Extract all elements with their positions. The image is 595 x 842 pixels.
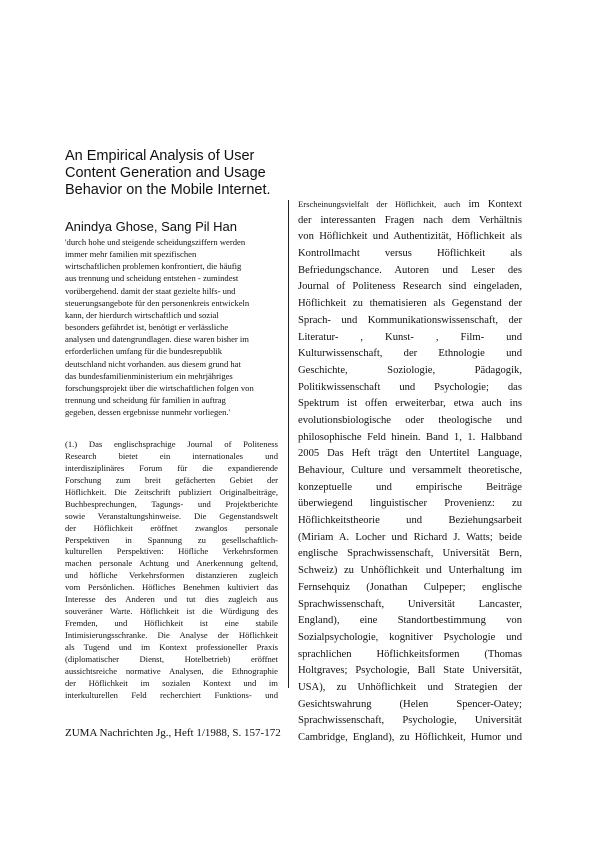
quote-line: aus trennung und scheidung entstehen - zumindest	[65, 273, 239, 284]
body-line: Sprach- und Kommunikationswissenschaft, der	[298, 314, 522, 326]
body-line: Cambridge, England), zu Höflichkeit, Humor und	[298, 732, 522, 743]
body-line: USA), zu Unhöflichkeit und Strategien der	[298, 681, 522, 693]
body-line: Journal of Politeness Research sind eingeladen,	[298, 281, 522, 293]
quote-line: besonders gefährdet ist, benötigt er verlässliche	[65, 322, 229, 333]
citation-footer: ZUMA Nachrichten Jg., Heft 1/1988, S. 157-172	[65, 727, 281, 739]
body-line: Sprachwissenschaft, Universität Lancaster,	[298, 598, 522, 610]
right-column	[298, 196, 522, 747]
body-line: als Tugend und im Kontext professioneller Praxis	[65, 641, 278, 652]
body-line: englische Sprachwissenschaft, Universität Bern,	[298, 548, 522, 560]
body-line: souveräner Warte. Höflichkeit ist die Würdigung des	[65, 606, 278, 617]
quote-line: immer mehr familien mit spezifischen	[65, 249, 197, 260]
body-line: sprachlichen Höflichkeitsformen (Thomas	[298, 648, 522, 660]
body-line: Spektrum ist offen erweiterbar, etwa auch ins	[298, 398, 522, 410]
body-line: Perspektiven in Spannung zu gesellschaftlich-	[65, 534, 278, 545]
body-line: 2005 Das Heft trägt den Untertitel Language,	[298, 448, 522, 460]
body-line: Sprachwissenschaft, Psychologie, Universität	[298, 715, 522, 727]
body-line: machen personale Achtung und Anerkennung geltend,	[65, 558, 278, 569]
paper-title	[65, 148, 285, 199]
body-line: Research bietet ein internationales und	[65, 450, 278, 461]
quote-line: erforderlichen umfang für die bundesrepublik	[65, 346, 223, 357]
body-line: Buchbesprechungen, Tagungs- und Projektberichte	[65, 498, 278, 509]
quote-line: kann, der hierdurch wirtschaftlich und sozial	[65, 309, 219, 320]
title-line: An Empirical Analysis of User	[65, 148, 255, 164]
paper-authors: Anindya Ghose, Sang Pil Han	[65, 219, 237, 234]
body-line: England), eine Standortbestimmung von	[298, 615, 522, 627]
column-divider	[288, 200, 289, 688]
body-line: von Höflichkeit und Authentizität, Höflichkeit als	[298, 231, 522, 243]
quote-line: vorübergehend. damit der staat gezielte hilfs- und	[65, 285, 236, 296]
body-line: (diplomatischer Dienst, Hotelbetrieb) eröffnet	[65, 653, 278, 664]
quote-line: analysen und datengrundlagen. diese waren bisher im	[65, 334, 249, 345]
body-line-first	[298, 196, 522, 213]
first-line-large-part: im Kontext	[460, 199, 522, 210]
body-line: Literatur- , Kunst- , Film- und	[298, 331, 522, 343]
body-line: Forschung zum breit gefächerten Gebiet der	[65, 474, 278, 485]
title-line: Behavior on the Mobile Internet.	[65, 182, 271, 198]
body-line: konzeptuelle und empirische Beiträge	[298, 481, 522, 493]
quote-line: trennung und scheidung für familien in auftrag	[65, 395, 226, 406]
body-line: Befriedungschance. Autoren und Leser des	[298, 264, 522, 276]
quote-line: forschungsprojekt über die wirtschaftlichen folgen von	[65, 382, 254, 393]
body-line: Höflichkeit. Die Zeitschrift publiziert Originalbeiträge,	[65, 486, 278, 497]
body-line: kulturellen Perspektiven: Höfliche Verkehrsformen	[65, 546, 278, 557]
quote-line: das bundesfamilienministerium ein mehrjähriges	[65, 370, 233, 381]
body-line: interdisziplinäres Forum für die expandierende	[65, 462, 278, 473]
body-line: aussichtsreiche normative Analysen, die Ethnographie	[65, 665, 278, 676]
body-line: Höflichkeit zu thematisieren als Gegenstand der	[298, 298, 522, 310]
body-line: Intimisierungsschranke. Die Analyse der Höflichkeit	[65, 630, 278, 640]
body-line: Geschichte, Soziologie, Pädagogik,	[298, 364, 522, 376]
quote-line: 'durch hohe und steigende scheidungsziffern werden	[65, 237, 246, 247]
body-line: evolutionsbiologische oder theologische und	[298, 414, 522, 426]
body-line: (1.) Das englischsprachige Journal of Politeness	[65, 439, 278, 449]
body-line: Interesse des Anderen und tut dies zugleich aus	[65, 594, 278, 605]
body-line: interkulturellen Feld recherchiert Funktions- und	[65, 689, 278, 700]
title-line: Content Generation and Usage	[65, 165, 266, 181]
body-line: Kulturwissenschaft, der Ethnologie und	[298, 348, 522, 360]
body-line: Fernsehquiz (Jonathan Culpeper; englische	[298, 581, 522, 593]
body-line: der Höflichkeit im sozialen Kontext und im	[65, 677, 278, 688]
body-line: überwiegend linguistischer Provenienz: zu	[298, 498, 522, 510]
body-line: vom Persönlichen. Höfliches Benehmen kultiviert das	[65, 582, 278, 593]
body-line: Fremden, und Höflichkeit ist eine stabile	[65, 618, 278, 629]
body-line: Holtgraves; Psychologie, Ball State Universität,	[298, 665, 522, 677]
body-line: Schweiz) zu Unhöflichkeit und Unterhaltung im	[298, 565, 522, 577]
body-line: Gesichtswahrung (Helen Spencer-Oatey;	[298, 698, 522, 710]
quote-line: deutschland nicht vorhanden. aus diesem grund hat	[65, 358, 241, 369]
body-line: der Höflichkeit eröffnet zwanglos personale	[65, 522, 278, 533]
quote-line: gegeben, dessen ergebnisse nunmehr vorliegen.'	[65, 407, 231, 418]
body-line: philosophische Feld hinein. Band 1, 1. Halbband	[298, 431, 522, 443]
first-line-small-part: Erscheinungsvielfalt der Höflichkeit, auch	[298, 199, 461, 209]
body-line: (Miriam A. Locher und Richard J. Watts; beide	[298, 531, 522, 543]
body-line: sowie Veranstaltungshinweise. Die Gegenstandswelt	[65, 510, 278, 521]
quote-line: wirtschaftlichen problemen konfrontiert, die häufig	[65, 261, 242, 272]
body-line: Sozialpsychologie, kognitiver Psychologie und	[298, 631, 522, 643]
abstract-quote	[65, 236, 285, 418]
body-line: Politikwissenschaft und Psychologie; das	[298, 381, 522, 393]
journal-description	[65, 439, 278, 702]
body-line: Höflichkeitstheorie und Beziehungsarbeit	[298, 515, 522, 527]
body-line: Behaviour, Culture und versammelt theoretische,	[298, 465, 522, 476]
quote-line: steuerungsangebote für den personenkreis entwickeln	[65, 297, 250, 308]
body-line: Kontrollmacht versus Höflichkeit als	[298, 248, 522, 260]
body-line: und höfliche Verkehrsformen distanzieren zugleich	[65, 570, 278, 581]
body-line: der interessanten Fragen nach dem Verhältnis	[298, 214, 522, 226]
